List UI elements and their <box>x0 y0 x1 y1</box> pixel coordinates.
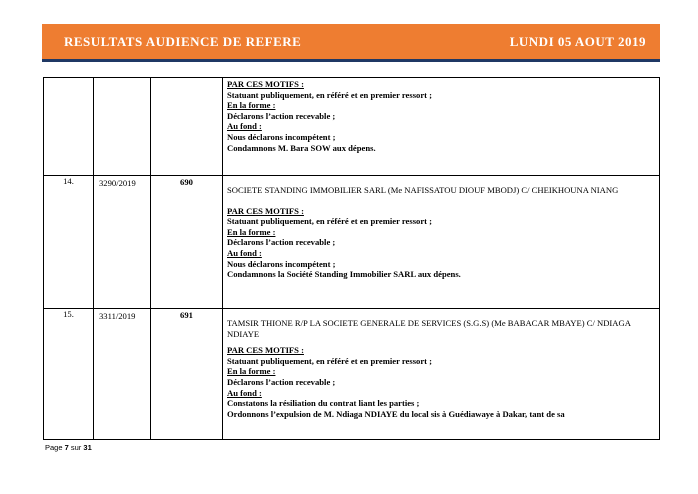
case-number: 3290/2019 <box>94 176 151 309</box>
ordinance-number: 690 <box>151 176 223 309</box>
ruling-line: En la forme : <box>227 226 276 237</box>
parties-text: SOCIETE STANDING IMMOBILIER SARL (Me NAFISSATOU DIOUF MBODJ) C/ CHEIKHOUNA NIANG <box>227 185 619 195</box>
page-header <box>42 24 660 62</box>
ruling-line: Déclarons l’action recevable ; <box>227 110 336 121</box>
page-separator: sur <box>70 443 82 452</box>
row-number: 14. <box>44 176 94 309</box>
ruling-line: PAR CES MOTIFS : <box>227 345 304 356</box>
page-current: 7 <box>64 443 69 452</box>
page-total: 31 <box>83 443 92 452</box>
ruling-line: Condamnons M. Bara SOW aux dépens. <box>227 142 376 153</box>
page-footer <box>45 443 92 452</box>
ruling-cell <box>223 176 660 309</box>
ruling-line: Nous déclarons incompétent ; <box>227 131 336 142</box>
ruling-line: Condamnons la Société Standing Immobilier SARL aux dépens. <box>227 269 461 280</box>
ruling-line: Statuant publiquement, en référé et en premier ressort ; <box>227 355 433 366</box>
header-date: LUNDI 05 AOUT 2019 <box>509 33 646 49</box>
ruling-line: Au fond : <box>227 387 262 398</box>
ruling-line: Déclarons l’action recevable ; <box>227 237 336 248</box>
ruling-line: En la forme : <box>227 100 276 111</box>
ruling-line: PAR CES MOTIFS : <box>227 205 304 216</box>
ruling-line: Statuant publiquement, en référé et en premier ressort ; <box>227 89 433 100</box>
ruling-line: Au fond : <box>227 247 262 258</box>
ruling-cell <box>223 309 660 440</box>
ruling-line: Nous déclarons incompétent ; <box>227 258 336 269</box>
ruling-line: Au fond : <box>227 121 262 132</box>
row-number: 15. <box>44 309 94 440</box>
ordinance-number <box>151 78 223 176</box>
page-label: Page <box>45 443 63 452</box>
ruling-line: Constatons la résiliation du contrat liant les parties ; <box>227 398 420 409</box>
case-number <box>94 78 151 176</box>
ruling-line: Déclarons l’action recevable ; <box>227 376 336 387</box>
ruling-line: Statuant publiquement, en référé et en premier ressort ; <box>227 216 433 227</box>
ruling-line: En la forme : <box>227 366 276 377</box>
ruling-line: PAR CES MOTIFS : <box>227 79 304 89</box>
results-table <box>43 77 660 440</box>
table-row <box>44 78 660 176</box>
header-title: RESULTATS AUDIENCE DE REFERE <box>64 33 302 49</box>
parties-text: TAMSIR THIONE R/P LA SOCIETE GENERALE DE SERVICES (S.G.S) (Me BABACAR MBAYE) C/ NDIAGA NDIAYE <box>227 318 631 339</box>
table-row <box>44 176 660 309</box>
table-row <box>44 309 660 440</box>
ruling-cell <box>223 78 660 176</box>
ruling-line: Ordonnons l’expulsion de M. Ndiaga NDIAYE du local sis à Guédiawaye à Dakar, tant de sa <box>227 408 565 419</box>
row-number <box>44 78 94 176</box>
ordinance-number: 691 <box>151 309 223 440</box>
case-number: 3311/2019 <box>94 309 151 440</box>
